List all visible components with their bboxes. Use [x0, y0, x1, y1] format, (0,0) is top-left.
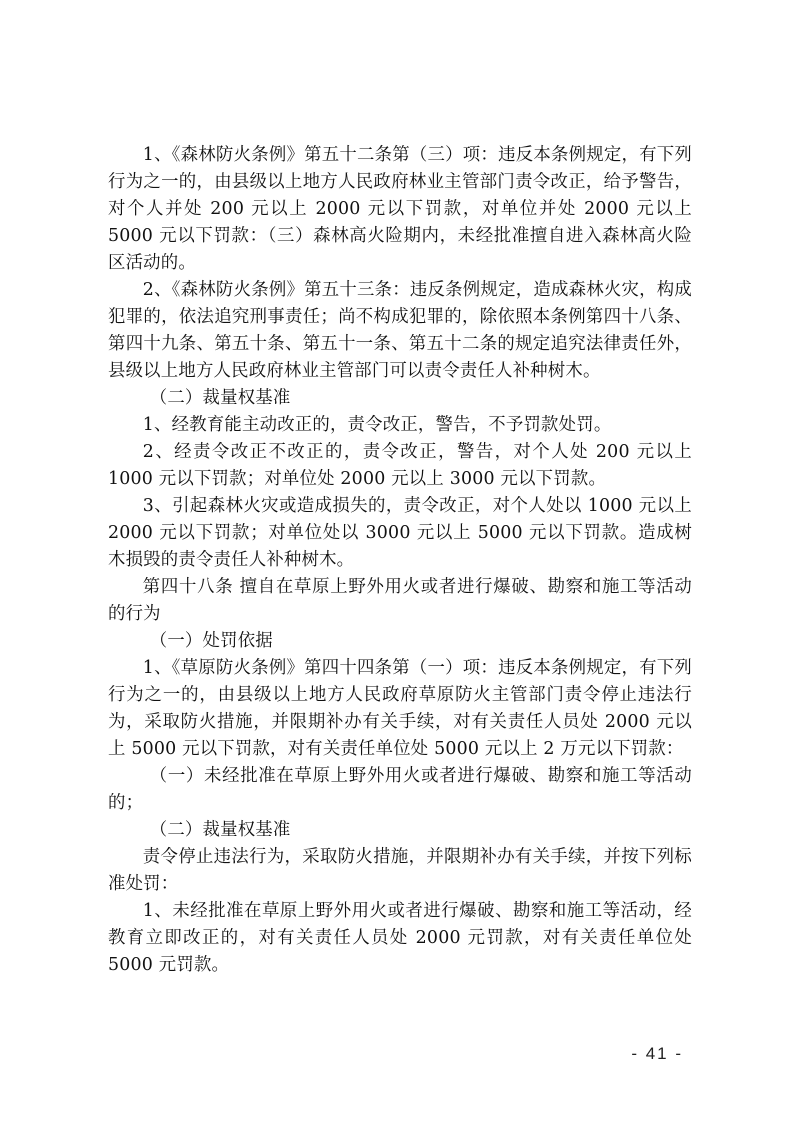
heading-penalty-basis: （一）处罚依据: [149, 631, 273, 651]
paragraph-forest-art52: 1、《森林防火条例》第五十二条第（三）项：违反本条例规定，有下列行为之一的，由县级以上地方人民政府林业主管部门责令改正，给予警告，对个人并处 200 元以上 2000 元以下罚款，对单位并处 2000 元以上 5000 元以下罚款：（三）森林高火险期内，未经批准擅自进入森林高火险区活动的。: [108, 145, 692, 273]
paragraph-forest-art53: 2、《森林防火条例》第五十三条：违反条例规定，造成森林火灾，构成犯罪的，依法追究刑事责任；尚不构成犯罪的，除依照本条例第四十八条、第四十九条、第五十条、第五十一条、第五十二条的规定追究法律责任外，县级以上地方人民政府林业主管部门可以责令责任人补种树木。: [108, 280, 692, 381]
heading-discretion-standard: （二）裁量权基准: [149, 388, 291, 408]
page-number: - 41 -: [631, 1044, 683, 1063]
paragraph-grassland-item-1: （一）未经批准在草原上野外用火或者进行爆破、勘察和施工等活动的；: [108, 766, 692, 813]
document-body: [108, 142, 692, 979]
paragraph-standard-1: 1、经教育能主动改正的，责令改正，警告，不予罚款处罚。: [142, 415, 612, 435]
heading-article-48: 第四十八条 擅自在草原上野外用火或者进行爆破、勘察和施工等活动的行为: [108, 577, 692, 624]
paragraph-standard-3: 3、引起森林火灾或造成损失的，责令改正，对个人处以 1000 元以上 2000 元以下罚款；对单位处以 3000 元以上 5000 元以下罚款。造成树木损毁的责令责任人补种树木。: [108, 496, 692, 570]
paragraph-standard-2: 2、经责令改正不改正的，责令改正，警告，对个人处 200 元以上 1000 元以下罚款；对单位处 2000 元以上 3000 元以下罚款。: [108, 442, 692, 489]
heading-discretion-standard-2: （二）裁量权基准: [149, 820, 291, 840]
paragraph-grassland-art44: 1、《草原防火条例》第四十四条第（一）项：违反本条例规定，有下列行为之一的，由县级以上地方人民政府草原防火主管部门责令停止违法行为，采取防火措施，并限期补办有关手续，对有关责任人员处 2000 元以上 5000 元以下罚款，对有关责任单位处 5000 元以上 2 万元以下罚款：: [108, 658, 692, 759]
paragraph-grassland-standard-1: 1、未经批准在草原上野外用火或者进行爆破、勘察和施工等活动，经教育立即改正的，对有关责任人员处 2000 元罚款，对有关责任单位处 5000 元罚款。: [108, 901, 692, 975]
paragraph-penalty-intro: 责令停止违法行为，采取防火措施，并限期补办有关手续，并按下列标准处罚：: [108, 847, 692, 894]
